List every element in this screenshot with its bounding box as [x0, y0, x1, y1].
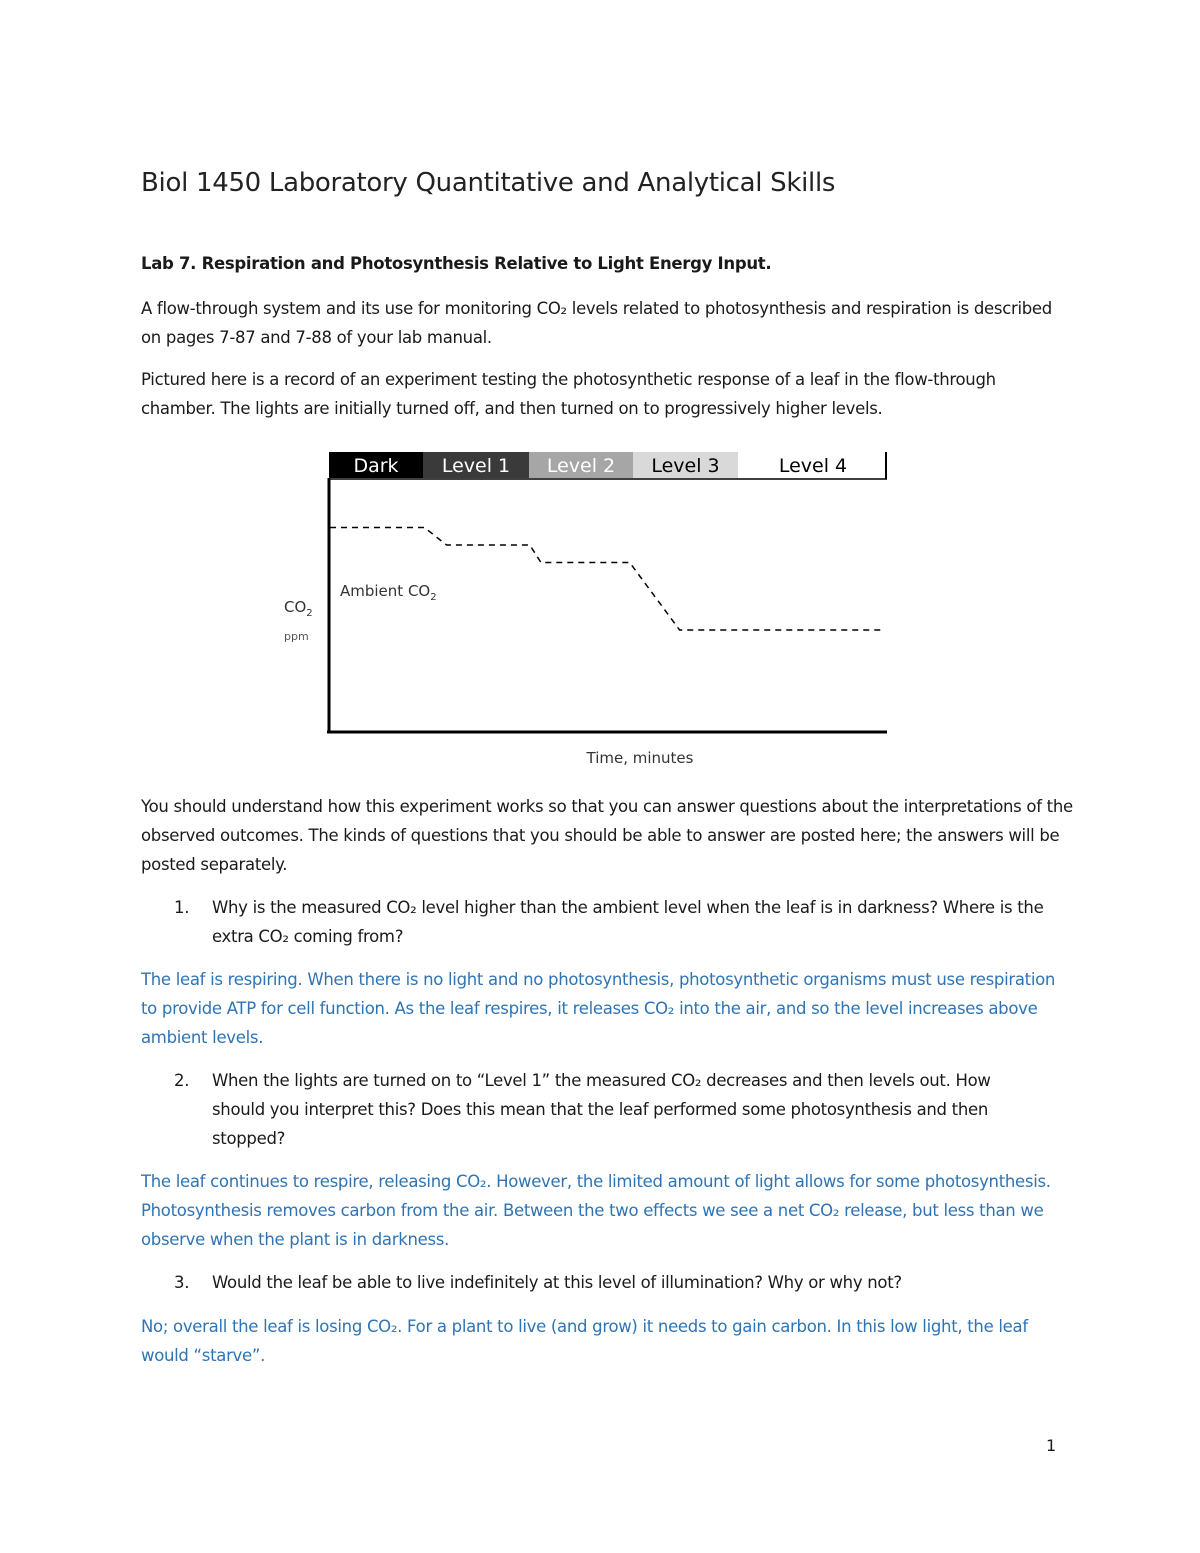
answer-3: No; overall the leaf is losing CO₂. For a plant to live (and grow) it needs to gain carbon. In this low light, the leaf would “starve”. — [141, 1317, 1028, 1365]
x-axis-label: Time, minutes — [586, 749, 694, 767]
phase-label-3: Level 2 — [546, 455, 616, 477]
instructions-paragraph: You should understand how this experiment works so that you can answer questions about the interpretations of the observed outcomes. The kinds of questions that you should be able to answer are posted here; the answers will be posted separately. — [141, 797, 1073, 874]
series-layer — [330, 528, 885, 631]
question-1 — [174, 893, 1044, 951]
question-number: 2. — [174, 1071, 190, 1090]
question-text: Would the leaf be able to live indefinitely at this level of illumination? Why or why not? — [212, 1273, 902, 1292]
y-axis-unit: ppm — [284, 630, 309, 643]
answer-2: The leaf continues to respire, releasing CO₂. However, the limited amount of light allows for some photosynthesis. Photosynthesis removes carbon from the air. Between the two effects we see a net CO₂ release, but less than we observe when the plant is in darkness. — [141, 1172, 1051, 1249]
series-line-1 — [330, 528, 885, 631]
intro-paragraph-2: Pictured here is a record of an experiment testing the photosynthetic response of a leaf in the flow-through chamber. The lights are initially turned off, and then turned on to progressively higher levels. — [141, 370, 996, 418]
phase-label-5: Level 4 — [778, 455, 848, 477]
question-number: 1. — [174, 898, 190, 917]
question-2 — [174, 1066, 1044, 1153]
phase-bar — [329, 452, 888, 478]
y-axis-label: $CO_2$ — [284, 598, 313, 619]
question-number: 3. — [174, 1273, 190, 1292]
annotation-ambient: Ambient $CO_2$ — [340, 582, 437, 603]
page-number: 1 — [1046, 1436, 1057, 1455]
phase-label-2: Level 1 — [441, 455, 511, 477]
phase-label-4: Level 3 — [651, 455, 720, 477]
phase-label-1: Dark — [353, 455, 399, 477]
co2-chart — [270, 440, 910, 780]
answer-1: The leaf is respiring. When there is no light and no photosynthesis, photosynthetic organisms must use respiration to provide ATP for cell function. As the leaf respires, it releases CO₂ into the air, and so the level increases above ambient levels. — [141, 970, 1056, 1047]
lab-heading: Lab 7. Respiration and Photosynthesis Relative to Light Energy Input. — [141, 254, 772, 273]
question-3 — [174, 1268, 1044, 1297]
document-title: Biol 1450 Laboratory Quantitative and Analytical Skills — [141, 168, 836, 198]
question-text: When the lights are turned on to “Level 1” the measured CO₂ decreases and then levels out. How should you interpret this? Does this mean that the leaf performed some photosynthesis and then stopped? — [212, 1071, 991, 1148]
question-text: Why is the measured CO₂ level higher than the ambient level when the leaf is in darkness? Where is the extra CO₂ coming from? — [212, 898, 1044, 946]
intro-paragraph-1: A flow-through system and its use for monitoring CO₂ levels related to photosynthesis and respiration is described on pages 7-87 and 7-88 of your lab manual. — [141, 299, 1052, 347]
